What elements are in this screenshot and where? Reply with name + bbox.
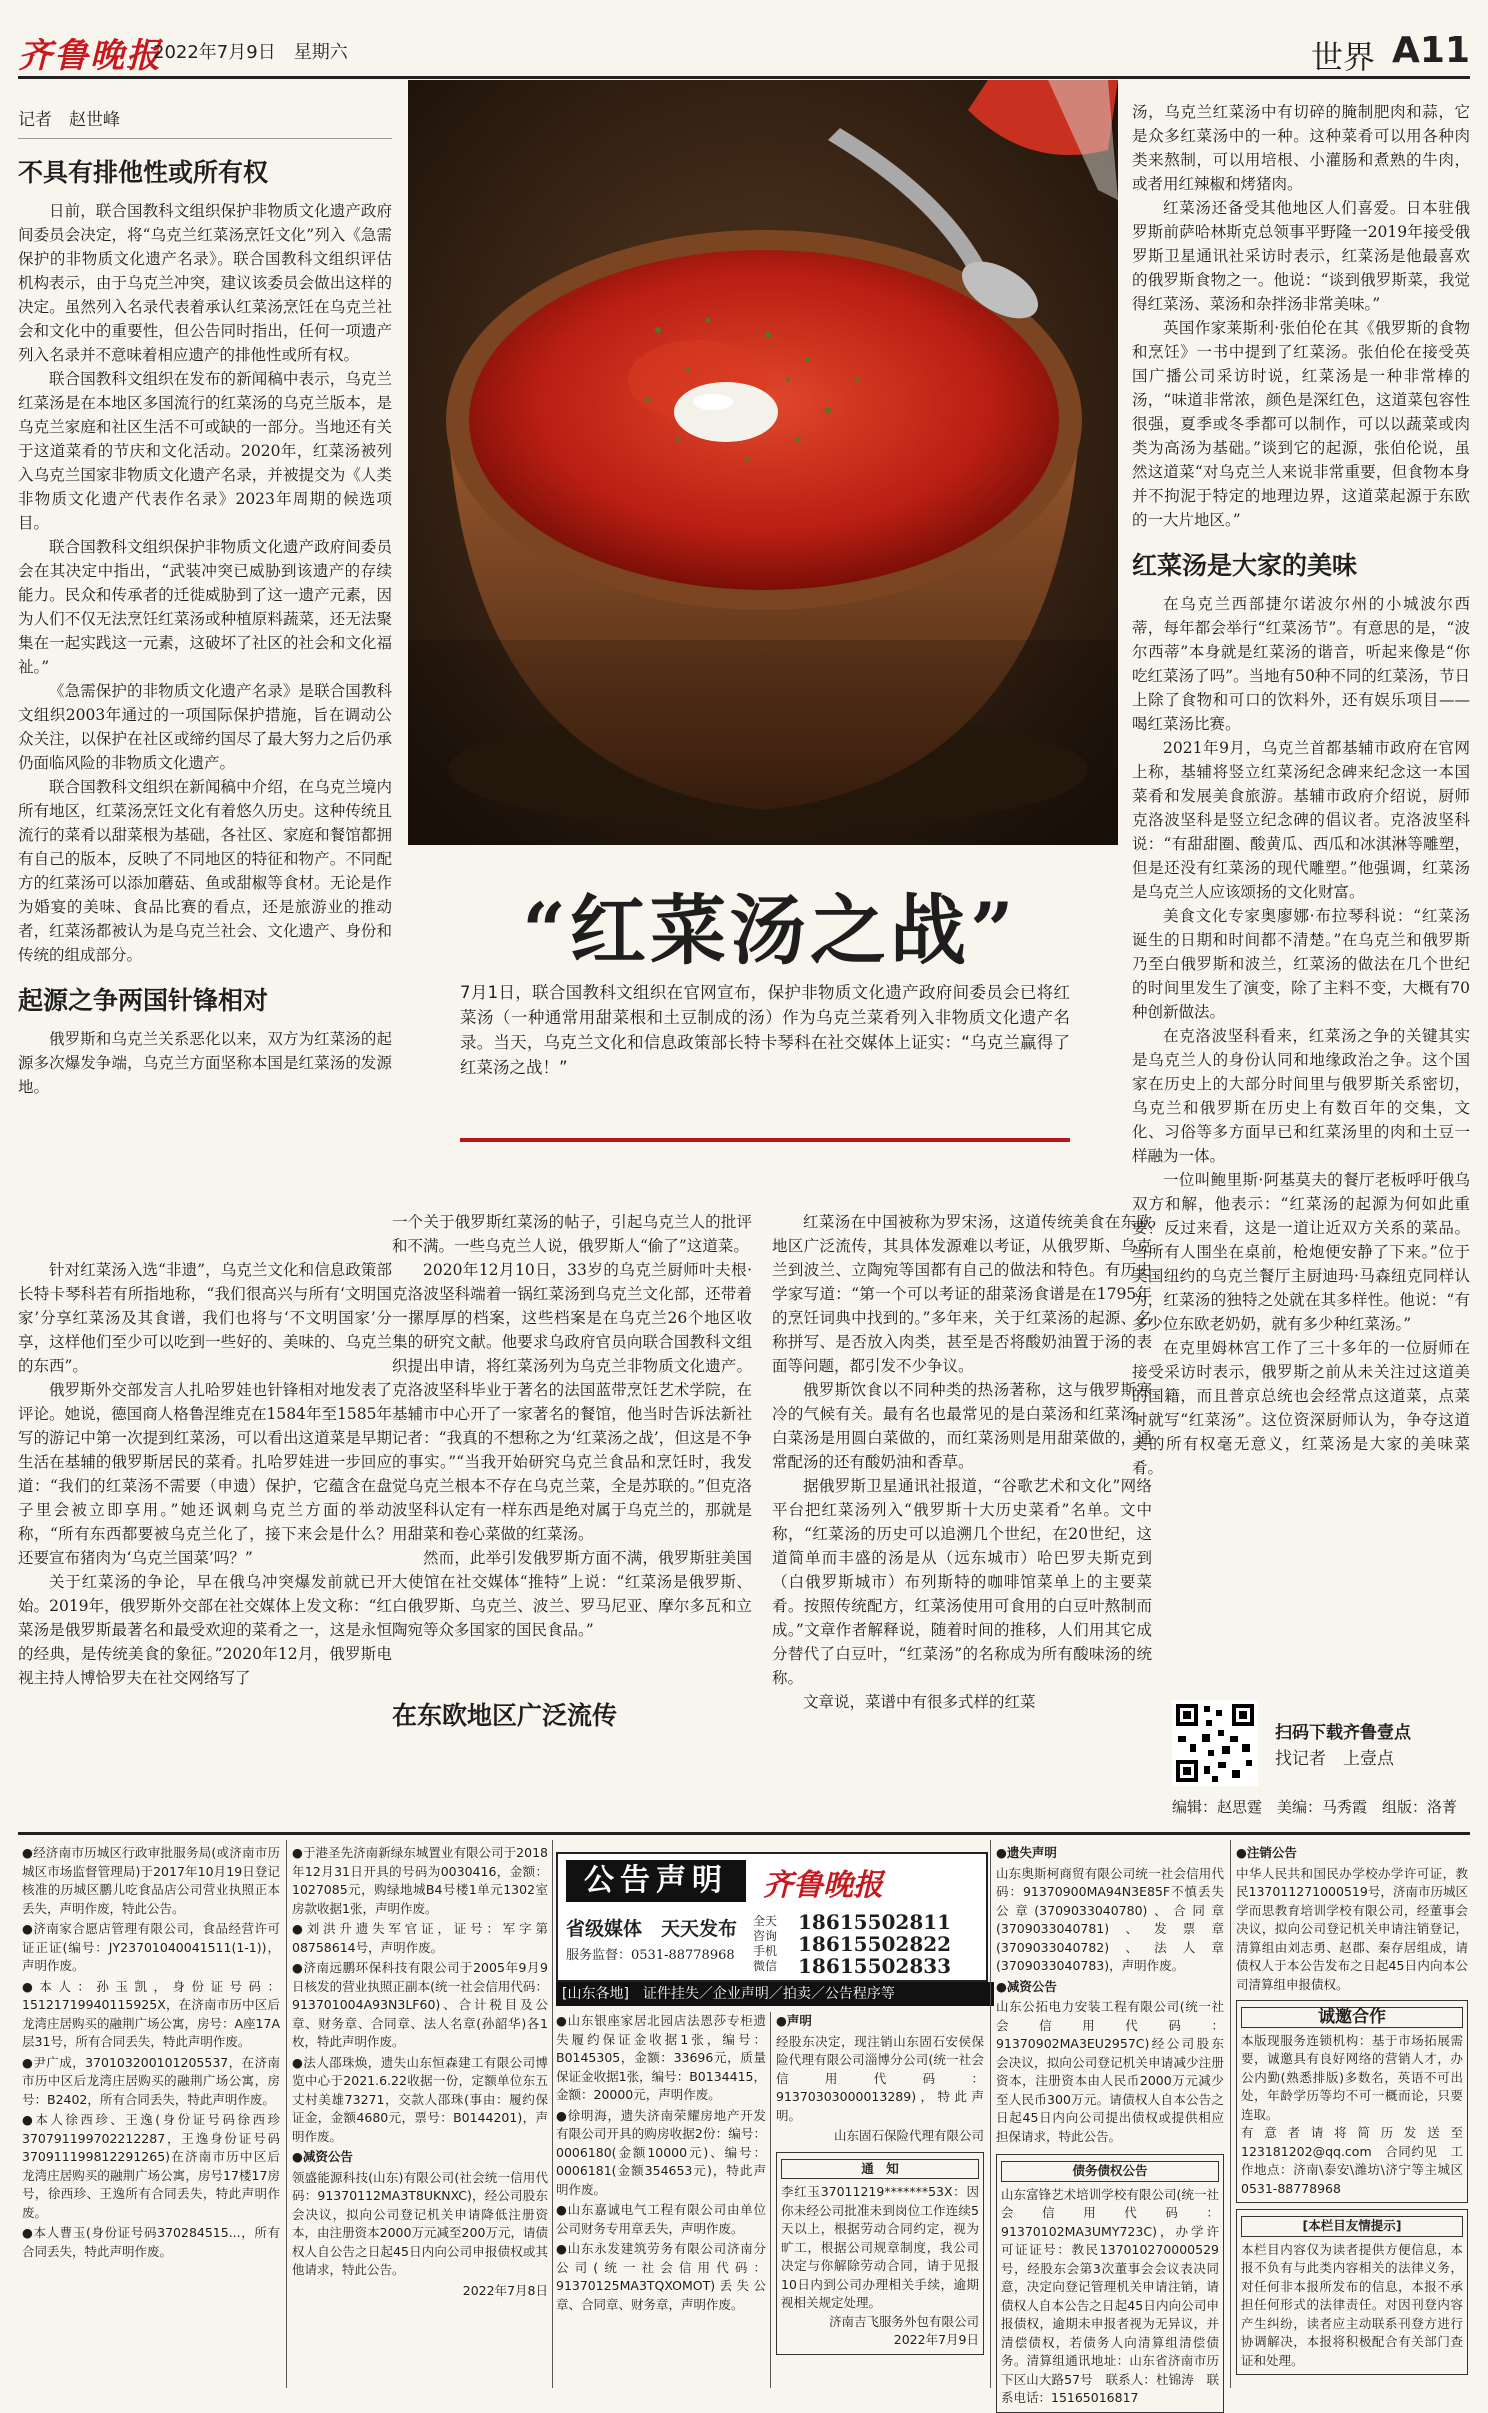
paragraph: 联合国教科文组织在新闻稿中介绍，在乌克兰境内所有地区，红菜汤烹饪文化有着悠久历史。这种传统且流行的菜肴以甜菜根为基础，各社区、家庭和餐馆都拥有自己的版本，反映了不同地区的特征和物产。不同配方的红菜汤可以添加蘑菇、鱼或甜椒等食材。无论是作为婚宴的美味、食品比赛的看点，还是旅游业的推动者，红菜汤都被认为是乌克兰社会、文化遗产、身份和传统的组成部分。 [18,778,392,964]
paragraph: 针对红菜汤入选“非遗”，乌克兰文化和信息政策部长特卡琴科若有所指地称，“我们很高兴与所有‘文明国家’分享红菜汤及其食谱，我们也将与‘不文明国家’分享，这样他们至少可以吃到一些好的、美味的、乌克兰的东西”。 [18,1261,392,1375]
ad-item: ●徐明海，遗失济南荣耀房地产开发有限公司开具的购房收据2份：编号：0006180(金额10000元)、编号：0006181(金额354653元)，特此声明作废。 [556,2107,766,2197]
paragraph: 红菜汤在中国被称为罗宋汤，这道传统美食在东欧地区广泛流传，其具体发源难以考证，从俄罗斯、乌克兰到波兰、立陶宛等国都有自己的做法和特色。有历史学家写道：“第一个可以考证的甜菜汤食谱是在1795年的烹饪词典中找到的。”多年来，关于红菜汤的起源、名称拼写、是否放入肉类，甚至是否将酸奶油置于汤的表面等问题，都引发不少争议。 [772,1213,1152,1375]
ad-item: ●法人邵珠焕，遗失山东恒森建工有限公司博览中心于2021.6.22收据一份，定额单位东五丈村美雄73271，交款人邵珠(事由：履约保证金，金额4680元，票号：B0144201)，声明作废。 [292,2054,548,2144]
ad-item: ●山东嘉诚电气工程有限公司由单位公司财务专用章丢失，声明作废。 [556,2202,766,2236]
ad-item: ●本人：孙玉凯，身份证号码：15121719940115925X，在济南市历中区后龙湾庄居购买的融荆广场公寓，房号：A座17A层31号，所有合同丢失，特此声明作废。 [22,1978,281,2049]
ad-item: ●济南远鹏环保科技有限公司于2005年9月9日核发的营业执照正副本(统一社会信用代码：913701004A93N3LF60)、合计税目及公章、财务章、合同章、法人名章(孙韶华)各1枚，特此声明作废。 [292,1960,548,2049]
ad-item: ●山东永发建筑劳务有限公司济南分公司(统一社会信用代码：91370125MA3TQXOMOT)丢失公章、合同章、财务章，声明作废。 [556,2241,766,2312]
recruit-title: 诚邀合作 [1241,2007,1463,2028]
ads-divider [18,1832,1470,1835]
paragraph: 联合国教科文组织在发布的新闻稿中表示，乌克兰红菜汤是在本地区多国流行的红菜汤的乌克兰版本，是乌克兰家庭和社区生活不可或缺的一部分。当地还有关于这道菜肴的节庆和文化活动。2020年，红菜汤被列入乌克兰国家非物质文化遗产名录，并被提交为《人类非物质文化遗产代表作名录》2023年周期的候选项目。 [18,370,392,532]
ads-column-2 [292,1844,548,2384]
ad-item: ●山东银座家居北园店法恩莎专柜遗失履约保证金收据1张，编号：B0145305，金额：33696元，质量保证金收据1张，编号：B0134415，金额：20000元，声明作废。 [556,2013,766,2102]
left-column [18,108,392,1184]
main-headline: “红菜汤之战” [522,886,1018,975]
page-number: A11 [1392,30,1470,71]
paragraph: 在克洛波坚科看来，红菜汤之争的关键其实是乌克兰人的身份认同和地缘政治之争。这个国家在历史上的大部分时间里与俄罗斯关系密切，乌克兰和俄罗斯在历史上有数百年的交集，文化、习俗等多方面早已和红菜汤里的肉和土豆一样融为一体。 [1132,1027,1470,1165]
notice-box [776,2152,984,2355]
classified-ad-banner [556,1852,988,1982]
qr-caption-line: 扫码下载齐鲁壹点 [1275,1723,1411,1743]
ad-separator [990,1840,991,2388]
recruit-box [1236,2000,1468,2203]
paragraph: 俄罗斯外交部发言人扎哈罗娃也针锋相对地发表了评论。她说，德国商人格鲁涅维克在1584年至1585年写的游记中第一次提到红菜汤，可以看出这道菜是早期生活在基辅的俄罗斯居民的菜肴。扎哈罗娃进一步回应道：“我们的红菜汤不需要（申遗）保护，它蕴含在盘子里会被立即享用。”她还讽刺乌克兰方面的举动称，“所有东西都要被乌克兰化了，接下来会是什么？还要宣布猪肉为‘乌克兰国菜’吗？” [18,1381,392,1567]
tips-box [1236,2209,1468,2375]
ad-banner-consult: 全天咨询手机微信 [753,1914,778,1973]
borscht-photo [408,80,1118,845]
qr-code[interactable] [1172,1700,1258,1786]
ad-item-title: ●遗失声明 [996,1845,1057,1860]
debt-notice-box [996,2154,1224,2413]
issue-date: 2022年7月9日 星期六 [153,42,348,63]
paragraph: 文章说，菜谱中有很多式样的红菜 [803,1693,1036,1711]
ad-item: ●于港圣先济南新绿东城置业有限公司于2018年12月31日开具的号码为0030416，金额：1027085元，购绿地城B4号楼1单元1302室房款收据1张，声明作废。 [292,1845,548,1916]
ad-item: ●本人徐西珍、王逸(身份证号码徐西珍370791199702212287，王逸身份证号码370911199812291265)在济南市历中区后龙湾庄居购买的融荆广场公寓，房号17楼17房号，徐西珍、王逸所有合同丢失，特此声明作废。 [22,2112,280,2220]
paragraph: 一位叫鲍里斯·阿基莫夫的餐厅老板呼吁俄乌双方和解，他表示：“红菜汤的起源为何如此重要？反过来看，这是一道让近双方关系的菜品。当所有人围坐在桌前，枪炮便安静了下来。”位于美国纽约的乌克兰餐厅主厨迪玛·马森纽克同样认为，红菜汤的独特之处就在其多样性。他说：“有多少位东欧老奶奶，就有多少种红菜汤。” [1132,1171,1470,1333]
ad-item: 领盛能源科技(山东)有限公司(社会统一信用代码：91370112MA3T8UKNXC)，经公司股东会决议，拟向公司登记机关申请降低注册资本，由注册资本2000万元减至200万元，请债权人自公告之日起45日内向公司申报债权或其他请求，特此公告。 [292,2169,548,2277]
paragraph: 关于红菜汤的争论，早在俄乌冲突爆发前就已开始。2019年，俄罗斯外交部在社交媒体上发文称：“红菜汤是俄罗斯最著名和最受欢迎的菜肴之一，这是永恒的经典，是传统美食的象征。”2020年12月，俄罗斯电视主持人博恰罗夫在社交网络写了 [18,1573,392,1687]
tips-text: 本栏目内容仅为读者提供方便信息，本报不负有与此类内容相关的法律义务，对任何非本报所发布的信息，本报不承担任何形式的法律责任。对因刊登内容产生纠纷，读者应主动联系刊登方进行协调解决，本报将积极配合有关部门查证和处理。 [1241,2241,1463,2368]
ad-banner-logo: 齐鲁晚报 [763,1868,883,1903]
ad-banner-title: 公告声明 [566,1860,746,1902]
ad-item: ●尹广成，370103200101205537，在济南市历中区后龙湾庄居购买的融荆广场公寓，房号：B2402，所有合同丢失，特此声明作废。 [22,2054,280,2107]
notice-sign: 济南吉飞服务外包有限公司 [828,2313,979,2329]
editor-credits: 编辑：赵思霆 美编：马秀霞 组版：洛菁 [1172,1798,1458,1816]
ad-separator [286,1840,287,2388]
ad-item: ●刘洪升遗失军官证，证号：军字第08758614号，声明作废。 [292,1921,548,1955]
section-heading: 不具有排他性或所有权 [18,158,269,187]
ad-phone-number[interactable]: 18615502811 [798,1910,952,1934]
left-bottom-column [18,1258,392,1828]
ad-separator [770,2012,771,2388]
center-column-1 [392,1210,752,1690]
ad-item: 山东公拓电力安装工程有限公司(统一社会信用代码：91370902MA3EU2957C)经公司股东会决议，拟向公司登记机关申请减少注册资本，注册资本由人民币2000万元减少至人民币300万元。请债权人自本公告之日起45日内向公司提出债权或提供相应担保请求，特此公告。 [996,1999,1224,2144]
ad-item: ●济南家合愿店管理有限公司，食品经营许可证正证(编号：JY23701040041511(1-1))，声明作废。 [22,1921,280,1973]
ad-item-title: ●减资公告 [996,1978,1057,1994]
reporter-byline: 记者 赵世峰 [18,108,392,139]
recruit-contact: 有意者请将简历发送至123181202@qq.com 合同约见 工作地点：济南\泰安\潍坊\济宁等主城区0531-88778968 [1241,2125,1463,2196]
recruit-text: 本版现服务连锁机构：基于市场拓展需要，诚邀具有良好网络的营销人才，办公内勤(熟悉排版)多数名，英语不可出处，年龄学历等均不可一概而论，只要连取。 [1241,2032,1463,2122]
ad-item-title: ●声明 [776,2013,812,2028]
ad-item: 山东奥斯柯商贸有限公司统一社会信用代码：91370900MA94N3E85F不慎丢失公章(3709033040780)、合同章(3709033040781)、发票章(3709033040782)、法人章(3709033040783)，声明作废。 [996,1865,1224,1973]
paragraph: 据俄罗斯卫星通讯社报道，“谷歌艺术和文化”网络平台把红菜汤列入“俄罗斯十大历史菜肴”名单。文中称，“红菜汤的历史可以追溯几个世纪，在20世纪，这道简单而丰盛的汤是从（远东城市）哈巴罗夫斯克到（白俄罗斯城市）布列斯特的咖啡馆菜单上的主要菜肴。按照传统配方，红菜汤使用可食用的白豆叶熬制而成。”文章作者解释说，随着时间的推移，人们用其它成分替代了白豆叶，“红菜汤”的名称成为所有酸味汤的统称。 [772,1477,1152,1687]
paragraph: 俄罗斯和乌克兰关系恶化以来，双方为红菜汤的起源多次爆发争端，乌克兰方面坚称本国是红菜汤的发源地。 [18,1030,392,1096]
ad-separator [1230,1840,1231,2388]
newspaper-logo: 齐鲁晚报 [18,36,162,76]
paragraph: 红菜汤还备受其他地区人们喜爱。日本驻俄罗斯前萨哈林斯克总领事平野隆一2019年接受俄罗斯卫星通讯社采访时表示，红菜汤是他最喜欢的俄罗斯食物之一。他说：“谈到俄罗斯菜，我觉得红菜汤、菜汤和杂拌汤非常美味。” [1132,199,1470,313]
paragraph: 联合国教科文组织保护非物质文化遗产政府间委员会在其决定中指出，“武装冲突已威胁到该遗产的存续能力。民众和传承者的迁徙威胁到了这一遗产元素，因为人们不仅无法烹饪红菜汤或种植原料蔬菜，还无法聚集在一起实践这一元素，这破坏了社区的社会和文化福祉。” [18,538,392,676]
ad-item: ●经济南市历城区行政审批服务局(或济南市历城区市场监督管理局)于2017年10月19日登记核准的历城区鹏儿吃食品店公司营业执照正本丢失，声明作废，特此公告。 [22,1845,280,1916]
ad-item-title: ●减资公告 [292,2149,353,2164]
paragraph: 英国作家莱斯利·张伯伦在其《俄罗斯的食物和烹饪》一书中提到了红菜汤。张伯伦在接受英国广播公司采访时说，红菜汤是一种非常棒的汤，“味道非常浓，颜色是深红色，这道菜包容性很强，夏季或冬季都可以制作，可以以蔬菜或肉类为高汤为基础。”谈到它的起源，张伯伦说，虽然这道菜“对乌克兰人来说非常重要，但食物本身并不拘泥于特定的地理边界，这道菜起源于东欧的一大片地区。” [1132,319,1470,529]
ads-column-5 [996,1844,1224,2405]
paragraph: 日前，联合国教科文组织保护非物质文化遗产政府间委员会决定，将“乌克兰红菜汤烹饪文化”列入《急需保护的非物质文化遗产名录》。联合国教科文组织评估机构表示，由于乌克兰冲突，建议该委员会做出这样的决定。虽然列入名录代表着承认红菜汤烹饪在乌克兰社会和文化中的重要性，但公告同时指出，任何一项遗产列入名录并不意味着相应遗产的排他性或所有权。 [18,202,392,364]
lead-underline [460,1138,1070,1142]
debt-notice-text: 山东富锋艺术培训学校有限公司(统一社会信用代码：91370102MA3UMY723C)，办学许可证证号：教民137010270000529号，经股东会第3次董事会会议表决同意，决定向登记管理机关申请注销，请债权人自本公告之日起45日内向公司申报债权，逾期未申报者视为无异议，并清偿债权，若债务人向清算组清偿债务。清算组通讯地址：山东省济南市历下区山大路57号 联系人：杜锦涛 联系电话：15165016817 [1001,2186,1219,2405]
borscht-illustration [408,80,1118,845]
notice-title: 通 知 [781,2159,979,2180]
paragraph: 在乌克兰西部捷尔诺波尔州的小城波尔西蒂，每年都会举行“红菜汤节”。有意思的是，“波尔西蒂”本身就是红菜汤的谐音，听起来像是“你吃红菜汤了吗”。当地有50种不同的红菜汤，节日上除了食物和可口的饮料外，还有娱乐项目——喝红菜汤比赛。 [1132,595,1470,733]
ads-column-3 [556,2012,766,2386]
section-heading: 起源之争两国针锋相对 [18,986,269,1015]
paragraph: 美食文化专家奥廖娜·布拉琴科说：“红菜汤诞生的日期和时间都不清楚。”在乌克兰和俄罗斯乃至白俄罗斯和波兰，红菜汤的做法在几个世纪的时间里发生了演变，除了主料不变，大概有70种创新做法。 [1132,907,1470,1021]
ad-banner-slogan: 省级媒体 天天发布 [566,1918,738,1940]
right-column [1132,100,1470,1688]
ad-phone-number[interactable]: 18615502822 [798,1932,952,1956]
ad-item: 经股东决定，现注销山东固石安侯保险代理有限公司淄博分公司(统一社会信用代码：91370303000013289)，特此声明。 [776,2033,984,2123]
qr-caption [1275,1720,1411,1772]
paragraph: 《急需保护的非物质文化遗产名录》是联合国教科文组织2003年通过的一项国际保护措施，旨在调动公众关注，以保护在社区或缔约国尽了最大努力之后仍承仍面临风险的非物质文化遗产。 [18,682,392,772]
ad-item: ●本人曹玉(身份证号码370284515...，所有合同丢失，特此声明作废。 [22,2225,280,2259]
notice-date: 2022年7月9日 [893,2332,979,2347]
section-name: 世界 [1310,38,1375,76]
notice-text: 李红玉37011219*******53X：因你未经公司批准未到岗位工作连续5天以上，根据劳动合同约定，视为旷工，根据公司规章制度，我公司决定与你解除劳动合同，请于见报10日内到公司办理相关手续，逾期视相关规定处理。 [781,2184,979,2310]
paragraph: 汤，乌克兰红菜汤中有切碎的腌制肥肉和蒜，它是众多红菜汤中的一种。这种菜肴可以用各种肉类来熬制，可以用培根、小灌肠和煮熟的牛肉，或者用红辣椒和烤猪肉。 [1132,103,1470,193]
ad-item-title: ●注销公告 [1236,1845,1297,1860]
ad-banner-hotline: 服务监督：0531-88778968 [566,1948,735,1963]
ad-separator [552,1840,553,2388]
masthead [18,26,1470,79]
ad-categories: [山东各地] 证件挂失／企业声明／拍卖／公告程序等 [556,1982,994,2006]
qr-caption-line: 找记者 上壹点 [1275,1749,1394,1769]
ad-item: 中华人民共和国民办学校办学许可证，教民137011271000519号，济南市历城区学而思教育培训学校有限公司，经董事会决议，拟向公司登记机关申请注销登记，清算组由刘志勇、赵郡、秦存居组成，请债权人于本公告发布之日起45日内向本公司清算组申报债权。 [1236,1865,1468,1992]
ads-column-6 [1236,1844,1468,2384]
ad-item-date: 2022年7月8日 [462,2282,548,2298]
ads-column-1 [22,1844,280,2384]
paragraph: 2021年9月，乌克兰首都基辅市政府在官网上称，基辅将竖立红菜汤纪念碑来纪念这一本国菜肴和发展美食旅游。基辅市政府介绍说，厨师克洛波坚科是竖立纪念碑的倡议者。克洛波坚科说：“有甜甜圈、酸黄瓜、西瓜和冰淇淋等雕塑，但是还没有红菜汤的现代雕塑。”他强调，红菜汤是乌克兰人应该颂扬的文化财富。 [1132,739,1470,901]
paragraph: 一个关于俄罗斯红菜汤的帖子，引起乌克兰人的批评和不满。一些乌克兰人说，俄罗斯人“偷了”这道菜。 [392,1213,752,1255]
ad-item-sign: 山东固石保险代理有限公司 [833,2128,984,2143]
paragraph: 俄罗斯饮食以不同种类的热汤著称，这与俄罗斯寒冷的气候有关。最有名也最常见的是白菜汤和红菜汤。白菜汤是用圆白菜做的，而红菜汤则是用甜菜做的，通常配汤的还有酸奶油和香草。 [772,1381,1152,1471]
debt-notice-title: 债务债权公告 [1001,2161,1219,2182]
ad-phone-number[interactable]: 18615502833 [798,1954,952,1978]
tips-title: [本栏目友情提示] [1241,2216,1463,2237]
section-heading: 在东欧地区广泛流传 [392,1701,618,1730]
center-column-2 [772,1210,1152,1820]
ads-column-4 [776,2012,984,2386]
lead-paragraph: 7月1日，联合国教科文组织在官网宣布，保护非物质文化遗产政府间委员会已将红菜汤（一种通常用甜菜根和土豆制成的汤）作为乌克兰菜肴列入非物质文化遗产名录。当天，乌克兰文化和信息政策部长特卡琴科在社交媒体上证实：“乌克兰赢得了红菜汤之战！” [460,983,1070,1077]
paragraph: 然而，此举引发俄罗斯方面不满，俄罗斯驻美国大使馆在社交媒体“推特”上说：“红菜汤是俄罗斯、白俄罗斯、乌克兰、波兰、罗马尼亚、摩尔多瓦和立陶宛等众多国家的国民食品。” [392,1549,752,1639]
paragraph: 在克里姆林宫工作了三十多年的一位厨师在接受采访时表示，俄罗斯之前从未关注过这道美的国籍，而且普京总统也会经常点这道菜，点菜时就写“红菜汤”。这位资深厨师认为，争夺这道美的所有权毫无意义，红菜汤是大家的美味菜肴。 [1132,1339,1470,1477]
paragraph: 2020年12月10日，33岁的乌克兰厨师叶夫根·克洛波坚科端着一锅红菜汤到乌克兰文化部，还带着一摞厚厚的档案，这些档案是在乌克兰26个地区收集的研究文献。他要求乌政府官员向联合国教科文组织提出申请，将红菜汤列为乌克兰非物质文化遗产。克洛波坚科毕业于著名的法国蓝带烹饪艺术学院，在基辅市中心开了一家著名的餐馆，他当时告诉法新社记者：“我真的不想称之为‘红菜汤之战’，但这是不争的事实。”“当我开始研究乌克兰食品和烹饪时，我发觉乌克兰根本不存在乌克兰菜，全是苏联的。”但克洛波坚科认定有一样东西是绝对属于乌克兰的，那就是用甜菜和卷心菜做的红菜汤。 [392,1261,752,1543]
section-heading: 红菜汤是大家的美味 [1132,551,1358,580]
